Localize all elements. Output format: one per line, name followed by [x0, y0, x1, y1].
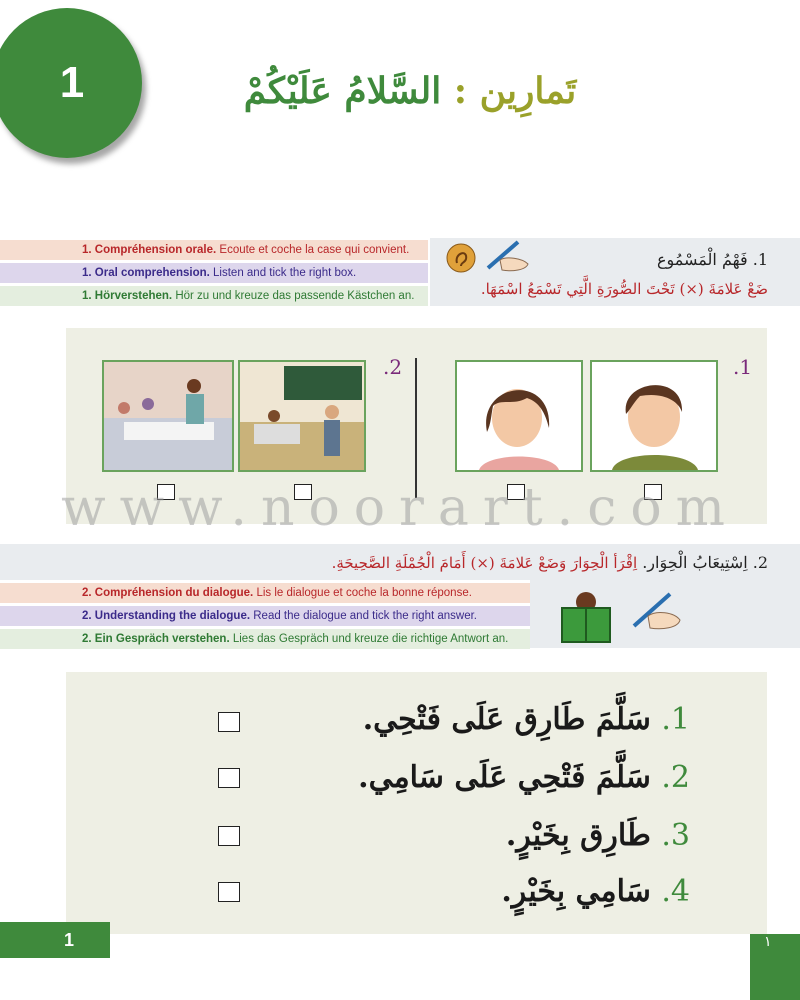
divider [415, 358, 417, 498]
instruction2-fr-bold: 2. Compréhension du dialogue. [82, 587, 254, 599]
sentence-2-text: سَلَّمَ فَتْحِي عَلَى سَامِي. [358, 760, 651, 795]
exercise1-instruction-fr [0, 240, 428, 260]
sentence-4 [501, 874, 690, 909]
instruction2-en-bold: 2. Understanding the dialogue. [82, 610, 251, 622]
group2-label: .2 [383, 355, 403, 379]
instruction-en-bold: 1. Oral comprehension. [82, 267, 210, 279]
page-number-left: 1 [64, 930, 75, 950]
sentence-4-text: سَامِي بِخَيْرٍ. [501, 874, 651, 909]
exercise2-instruction-en [0, 606, 530, 626]
exercise1-arabic-heading: 1. فَهْمُ الْمَسْمُوع [656, 250, 768, 269]
reading-boy-icon [556, 590, 616, 648]
sentence-1-number: 1. [661, 702, 690, 737]
instruction-de-text: Hör zu und kreuze das passende Kästchen an. [172, 290, 415, 302]
exercise2-arabic-instruction: اِقْرَأ الْحِوَارَ وَضَعْ عَلامَةَ (×) أَمَامَ الْجُمْلَةِ الصَّحِيحَةِ. [331, 554, 638, 572]
girl-picture [455, 360, 583, 472]
instruction2-de-text: Lies das Gespräch und kreuze die richtige Antwort an. [229, 633, 509, 645]
sentence-3 [506, 818, 690, 853]
exercise2-heading [332, 553, 768, 572]
sentence-1 [363, 702, 690, 737]
title-exercises: تَمارِين : [453, 70, 577, 112]
exercise1-instruction-de [0, 286, 428, 306]
unit-number: 1 [59, 58, 85, 107]
exercise1-instruction-en [0, 263, 428, 283]
exercise2-instruction-de [0, 629, 530, 649]
instruction2-fr-text: Lis le dialogue et coche la bonne réponse. [253, 587, 472, 599]
sentence-4-number: 4. [661, 874, 690, 909]
instruction-fr-text: Ecoute et coche la case qui convient. [216, 244, 410, 256]
exercise2-instruction-fr [0, 583, 530, 603]
checkbox-sentence-3[interactable] [218, 826, 240, 846]
ear-icon [446, 243, 476, 277]
watermark: www.noorart.com [61, 478, 739, 538]
pencil-hand-icon [482, 238, 532, 278]
checkbox-sentence-1[interactable] [218, 712, 240, 732]
instruction-fr-bold: 1. Compréhension orale. [82, 244, 217, 256]
sentence-3-text: طَارِق بِخَيْرٍ. [505, 818, 651, 853]
footer-left-band [0, 922, 110, 958]
classroom-teacher-picture [238, 360, 366, 472]
checkbox-sentence-4[interactable] [218, 882, 240, 902]
sentence-1-text: سَلَّمَ طَارِق عَلَى فَتْحِي. [362, 702, 651, 737]
instruction-en-text: Listen and tick the right box. [209, 267, 357, 279]
page-number-right: ١ [764, 934, 772, 950]
exercise2-arabic-heading: 2. اِسْتِيعَابُ الْحِوَار. [642, 553, 768, 572]
sentence-2 [358, 760, 690, 795]
classroom-students-picture [102, 360, 234, 472]
instruction-de-bold: 1. Hörverstehen. [82, 290, 173, 302]
exercise1-arabic-instruction: ضَعْ عَلامَةَ (×) تَحْتَ الصُّورَةِ الَّتِي تَسْمَعُ اسْمَهَا. [480, 280, 768, 298]
instruction2-de-bold: 2. Ein Gespräch verstehen. [82, 633, 230, 645]
footer-right-band [750, 934, 800, 1000]
instruction2-en-text: Read the dialogue and tick the right answer. [250, 610, 477, 622]
boy-picture [590, 360, 718, 472]
sentence-2-number: 2. [661, 760, 690, 795]
pencil-hand-icon-2 [628, 588, 684, 636]
sentence-3-number: 3. [661, 818, 690, 853]
lesson-title [240, 70, 580, 112]
checkbox-sentence-2[interactable] [218, 768, 240, 788]
group1-label: .1 [733, 355, 753, 379]
title-lesson-name: السَّلامُ عَلَيْكُمْ [243, 70, 442, 112]
unit-badge [0, 8, 142, 158]
